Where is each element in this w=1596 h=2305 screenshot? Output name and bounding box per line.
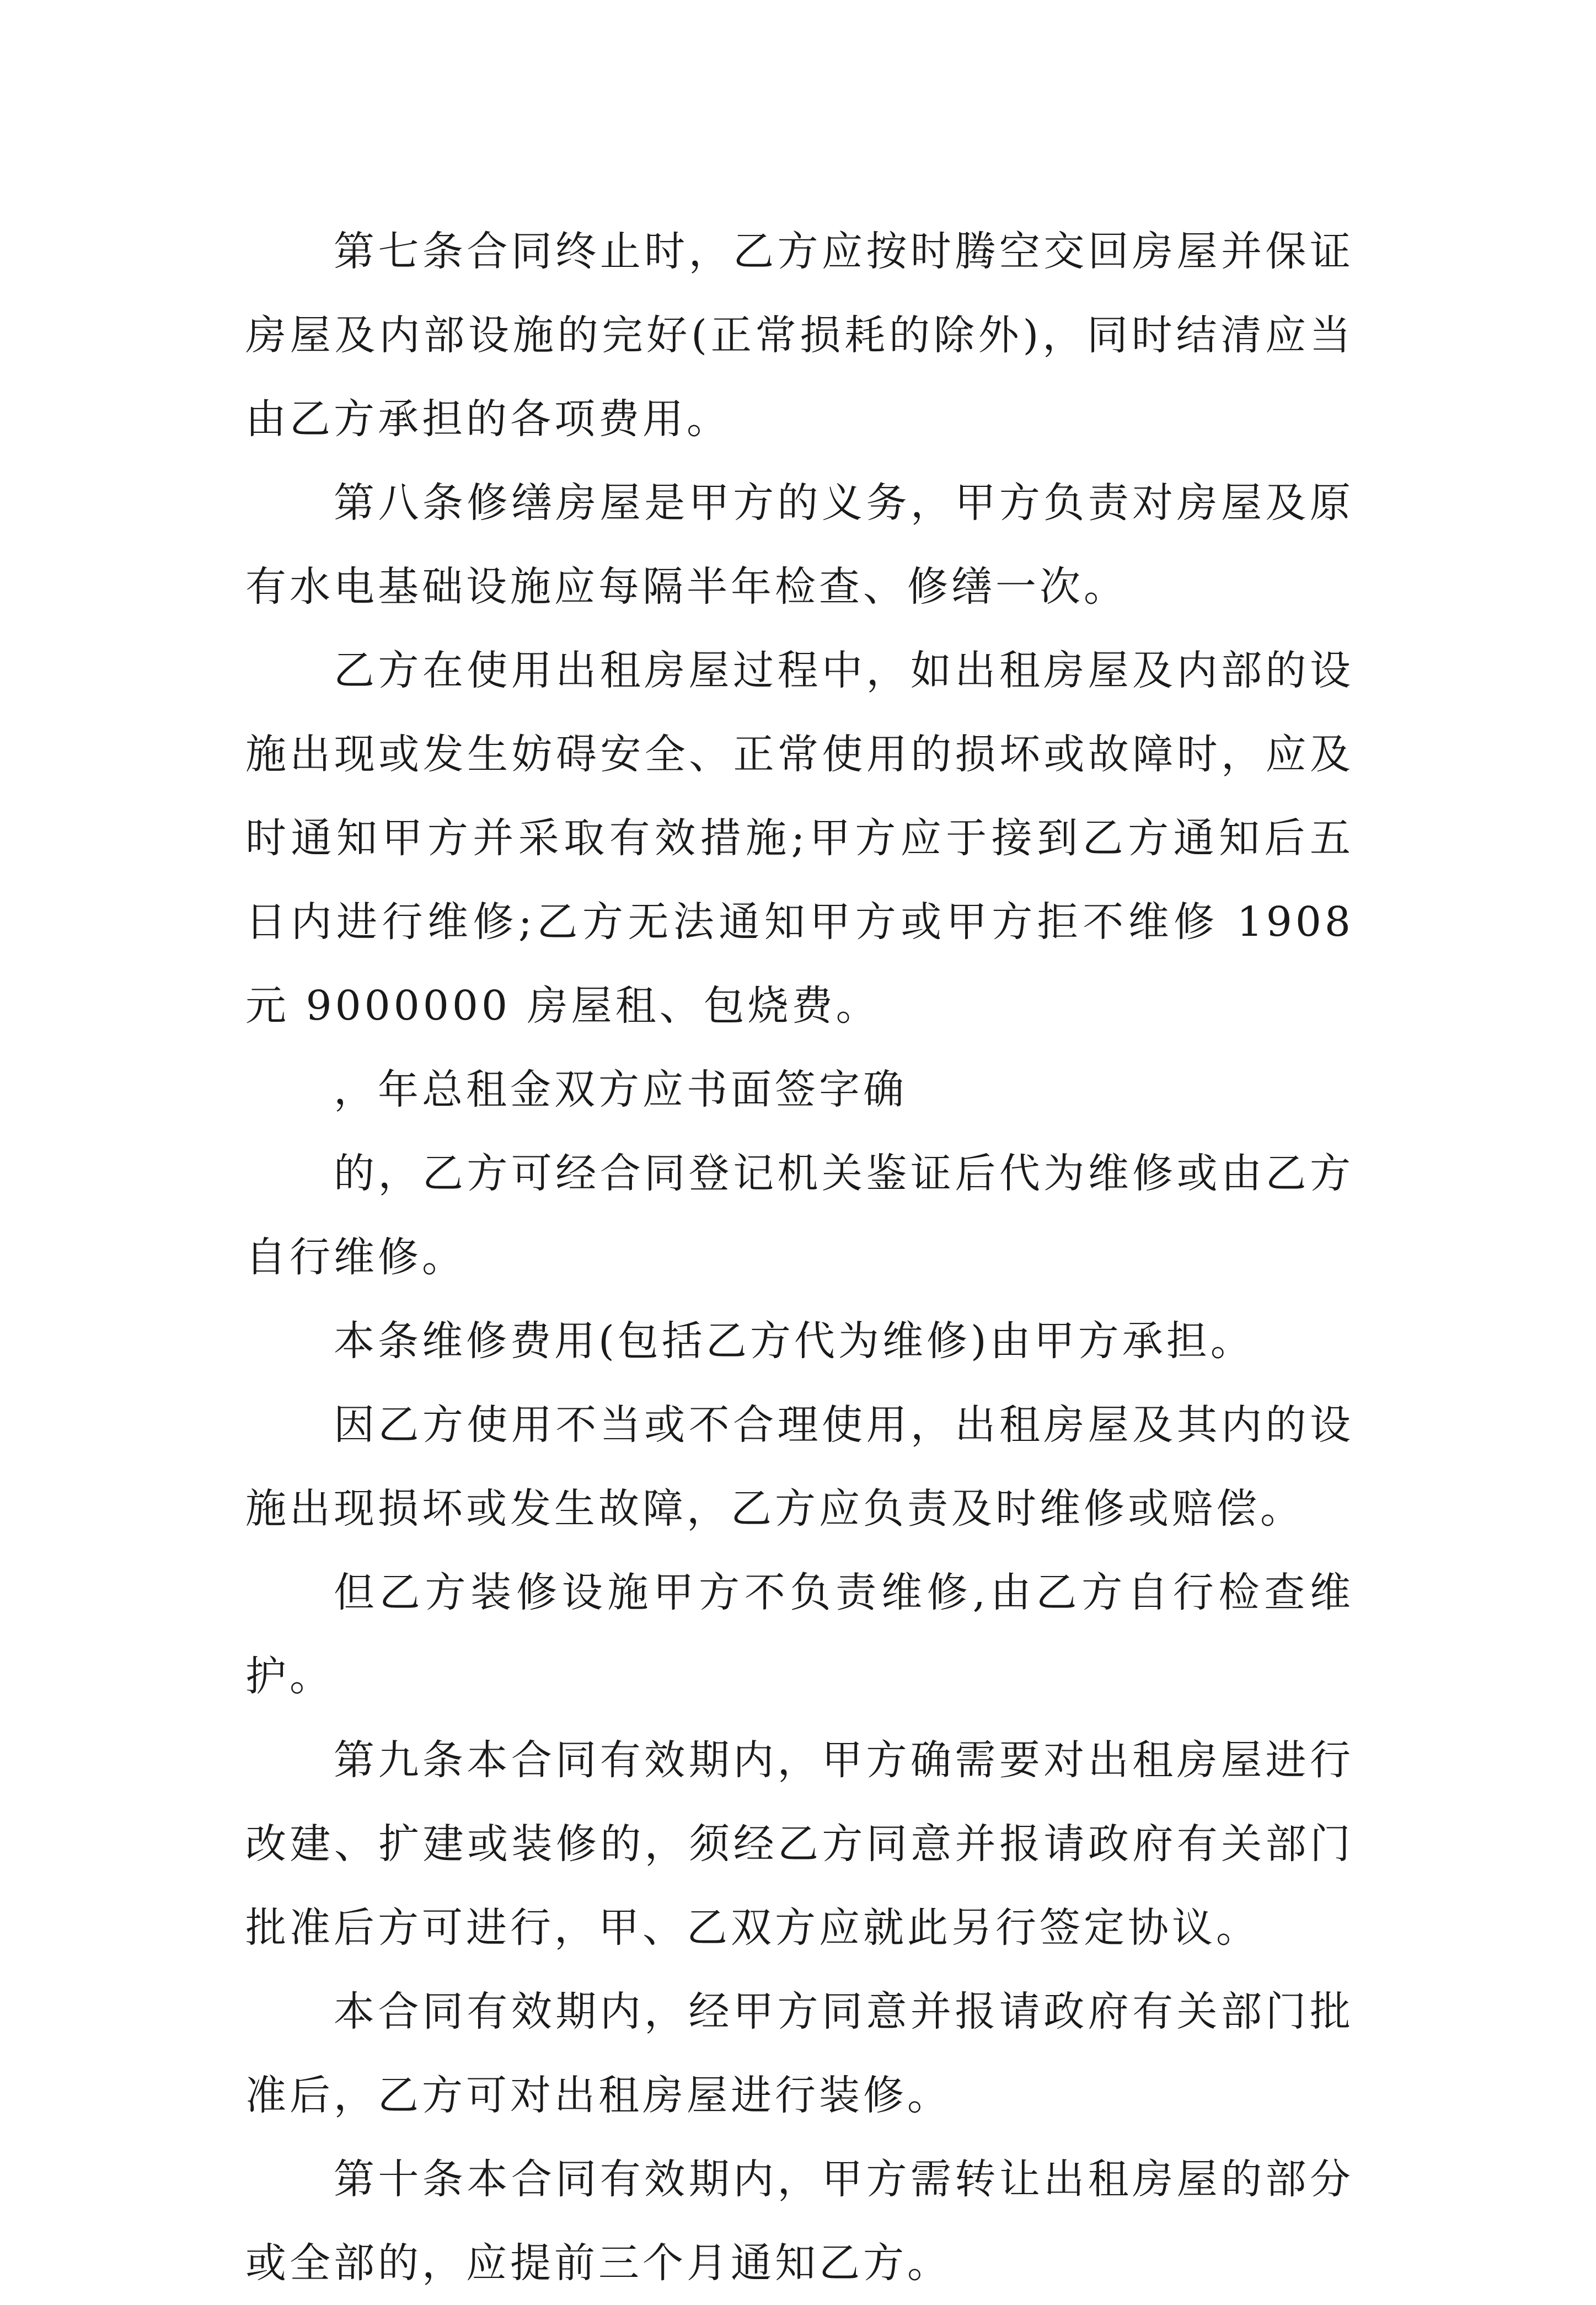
paragraph-article-10: 第十条本合同有效期内，甲方需转让出租房屋的部分或全部的，应提前三个月通知乙方。 xyxy=(245,2156,1354,2287)
paragraph-decoration-maintenance: 但乙方装修设施甲方不负责维修,由乙方自行检查维护。 xyxy=(245,1569,1354,1700)
paragraph-improper-use: 因乙方使用不当或不合理使用，出租房屋及其内的设施出现损坏或发生故障，乙方应负责及时维修或赔偿。 xyxy=(245,1401,1354,1532)
document-body xyxy=(245,210,1354,2305)
paragraph-repair-cost: 本条维修费用(包括乙方代为维修)由甲方承担。 xyxy=(334,1317,1255,1365)
paragraph-self-repair: 的，乙方可经合同登记机关鉴证后代为维修或由乙方自行维修。 xyxy=(245,1150,1354,1281)
paragraph-article-8: 第八条修缮房屋是甲方的义务，甲方负责对房屋及原有水电基础设施应每隔半年检查、修缮一次。 xyxy=(245,479,1354,610)
paragraph-tenant-repair-notice: 乙方在使用出租房屋过程中，如出租房屋及内部的设施出现或发生妨碍安全、正常使用的损坏或故障时，应及时通知甲方并采取有效措施;甲方应于接到乙方通知后五日内进行维修;乙方无法通知甲方或甲方拒不维修 1908 元 9000000 房屋租、包烧费。 xyxy=(245,647,1354,1030)
paragraph-tenant-decoration: 本合同有效期内，经甲方同意并报请政府有关部门批准后，乙方可对出租房屋进行装修。 xyxy=(245,1988,1354,2119)
paragraph-article-7: 第七条合同终止时，乙方应按时腾空交回房屋并保证房屋及内部设施的完好(正常损耗的除外)，同时结清应当由乙方承担的各项费用。 xyxy=(245,228,1354,443)
paragraph-article-9: 第九条本合同有效期内，甲方确需要对出租房屋进行改建、扩建或装修的，须经乙方同意并报请政府有关部门批准后方可进行，甲、乙双方应就此另行签定协议。 xyxy=(245,1736,1354,1952)
paragraph-rent-confirmation: ，年总租金双方应书面签字确 xyxy=(334,1066,907,1113)
